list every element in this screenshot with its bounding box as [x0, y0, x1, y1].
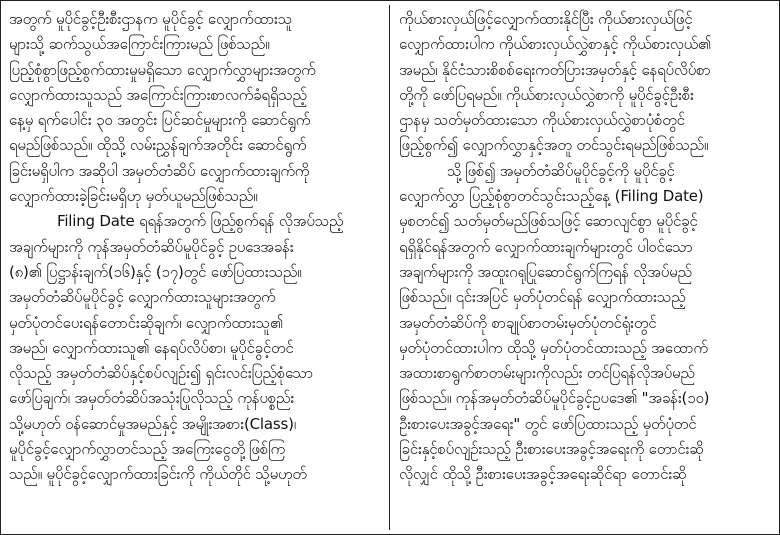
- text-line: လျှောက်ထားခဲ့ခြင်းမရှိဟု မှတ်ယူမည်ဖြစ်သည်။: [9, 187, 258, 206]
- text-line: အထားစာရွက်စာတမ်းများကိုလည်း တင်ပြရန်လိုအပ်မည်: [399, 364, 695, 383]
- text-line: ပြည့်စုံစွာဖြည့်စွက်ထားမှုမရှိသော လျှောက်လွှာများအတွက်: [9, 60, 316, 79]
- text-line: ဖြစ်သည်။ ကုန်အမှတ်တံဆိပ်မူပိုင်ခွင့်ဥပဒေ၏ "အခန်း(၁၀): [399, 389, 710, 408]
- text-line: ရရှိနိုင်ရန်အတွက် လျှောက်ထားချက်များတွင် ပါဝင်သော: [399, 237, 693, 256]
- text-line: အမှတ်တံဆိပ်မူပိုင်ခွင့် လျှောက်ထားသူများအတွက်: [9, 288, 276, 307]
- text-line: ခြင်းမရှိပါက အဆိုပါ အမှတ်တံဆိပ် လျှောက်ထားချက်ကို: [9, 161, 310, 180]
- text-line: ဌာနမှ သတ်မှတ်ထားသော ကိုယ်စားလှယ်လွှဲစာပုံစံတွင်: [399, 111, 685, 130]
- text-line: (၈)၏ ပြဋ္ဌာန်းချက်(၁၆)နှင့် (၁၇)တွင် ဖော်ပြထားသည်။: [9, 262, 302, 281]
- text-line: မှတ်ပုံတင်ထားပါက ထိုသို့ မှတ်ပုံတင်ထားသည့် အထောက်: [399, 338, 708, 357]
- text-line: အတွက် မူပိုင်ခွင့်ဦးစီးဌာနက မူပိုင်ခွင့် လျှောက်ထားသူ: [9, 10, 293, 28]
- text-line: နေ့မှ ရက်ပေါင်း ၃၀ အတွင်း ပြင်ဆင်မှုများကို ဆောင်ရွက်: [9, 111, 311, 130]
- column-divider: [389, 5, 390, 530]
- left-text-column: [9, 7, 377, 488]
- text-line: သို့ဖြစ်၍ အမှတ်တံဆိပ်မူပိုင်ခွင့်ကို မူပိုင်ခွင့်: [447, 161, 675, 180]
- text-line: မှစတင်၍ သတ်မှတ်မည်ဖြစ်သဖြင့် ဆောလျင်စွာ မူပိုင်ခွင့်: [399, 212, 698, 231]
- text-line: အမည်၊ နိုင်ငံသားစိစစ်ရေးကတ်ပြားအမှတ်နှင့် နေရပ်လိပ်စာ: [399, 60, 711, 79]
- text-line: ခြင်းနှင့်စပ်လျဉ်းသည့် ဦးစားပေးအခွင့်အရေးကို တောင်းဆို: [399, 440, 704, 459]
- text-line: အချက်များကို အထူးဂရုပြုဆောင်ရွက်ကြရန် လိုအပ်မည်: [399, 262, 692, 281]
- text-line: မူပိုင်ခွင့်လျှောက်လွှာတင်သည့် အကြေးငွေတို့ဖြစ်ကြ: [9, 440, 285, 459]
- text-line: တို့ကို ဖော်ပြရမည်။ ကိုယ်စားလှယ်လွှဲစာကို မူပိုင်ခွင့်ဦးစီး: [399, 85, 694, 104]
- text-line: လိုလျှင် ထိုသို့ ဦးစားပေးအခွင့်အရေးဆိုင်ရာ တောင်းဆို: [399, 465, 687, 484]
- text-line: အမှတ်တံဆိပ်ကို စာချုပ်စာတမ်းမှတ်ပုံတင်ရုံးတွင်: [399, 313, 657, 332]
- text-line: ဦးစားပေးအခွင့်အရေး" တွင် ဖော်ပြထားသည့် မှတ်ပုံတင်: [399, 414, 697, 433]
- text-line: အမည်၊ လျှောက်ထားသူ၏ နေရပ်လိပ်စာ၊ မူပိုင်ခွင့်တင်: [9, 338, 294, 357]
- text-line: ဖော်ပြချက်၊ အမှတ်တံဆိပ်အသုံးပြုလိုသည့် ကုန်ပစ္စည်း: [9, 389, 295, 408]
- right-text-column: [399, 7, 767, 488]
- text-line: Filing Date ရရန်အတွက် ဖြည့်စွက်ရန် လိုအပ်သည့်: [57, 212, 344, 231]
- text-line: လျှောက်ထားသူသည် အကြောင်းကြားစာလက်ခံရရှိသည့်: [9, 85, 307, 104]
- text-line: လျှောက်လွှာ ပြည့်စုံစွာတင်သွင်းသည့်နေ့ (Filing Date): [399, 187, 704, 206]
- text-line: ကိုယ်စားလှယ်ဖြင့်လျှောက်ထားနိုင်ပြီး ကိုယ်စားလှယ်ဖြင့်: [399, 10, 693, 28]
- text-line: ဖြစ်သည်။ ၎င်းအပြင် မှတ်ပုံတင်ရန် လျှောက်ထားသည့်: [399, 288, 686, 307]
- text-line: ဖြည့်စွက်၍ လျှောက်လွှာနှင့်အတူ တင်သွင်းရမည်ဖြစ်သည်။: [399, 136, 709, 155]
- text-line: လိုသည့် အမှတ်တံဆိပ်နှင့်စပ်လျဉ်း၍ ရှင်းလင်းပြည့်စုံသော: [9, 364, 314, 383]
- text-line: ရမည်ဖြစ်သည်။ ထိုသို့ လမ်းညွှန်ချက်အတိုင်း ဆောင်ရွက်: [9, 136, 307, 155]
- text-line: လျှောက်ထားပါက ကိုယ်စားလှယ်လွှဲစာနှင့် ကိုယ်စားလှယ်၏: [399, 35, 712, 54]
- text-line: သို့မဟုတ် ဝန်ဆောင်မှုအမည်နှင့် အမျိုးအစား(Class)၊: [9, 414, 296, 433]
- text-line: မှတ်ပုံတင်ပေးရန်တောင်းဆိုချက်၊ လျှောက်ထားသူ၏: [9, 313, 284, 332]
- text-line: အချက်များကို ကုန်အမှတ်တံဆိပ်မူပိုင်ခွင့် ဥပဒေအခန်း: [9, 237, 294, 256]
- text-line: သည်။ မူပိုင်ခွင့်လျှောက်ထားခြင်းကို ကိုယ်တိုင် သို့မဟုတ်: [9, 465, 307, 484]
- text-line: များသို့ ဆက်သွယ်အကြောင်းကြားမည် ဖြစ်သည်။: [9, 35, 270, 54]
